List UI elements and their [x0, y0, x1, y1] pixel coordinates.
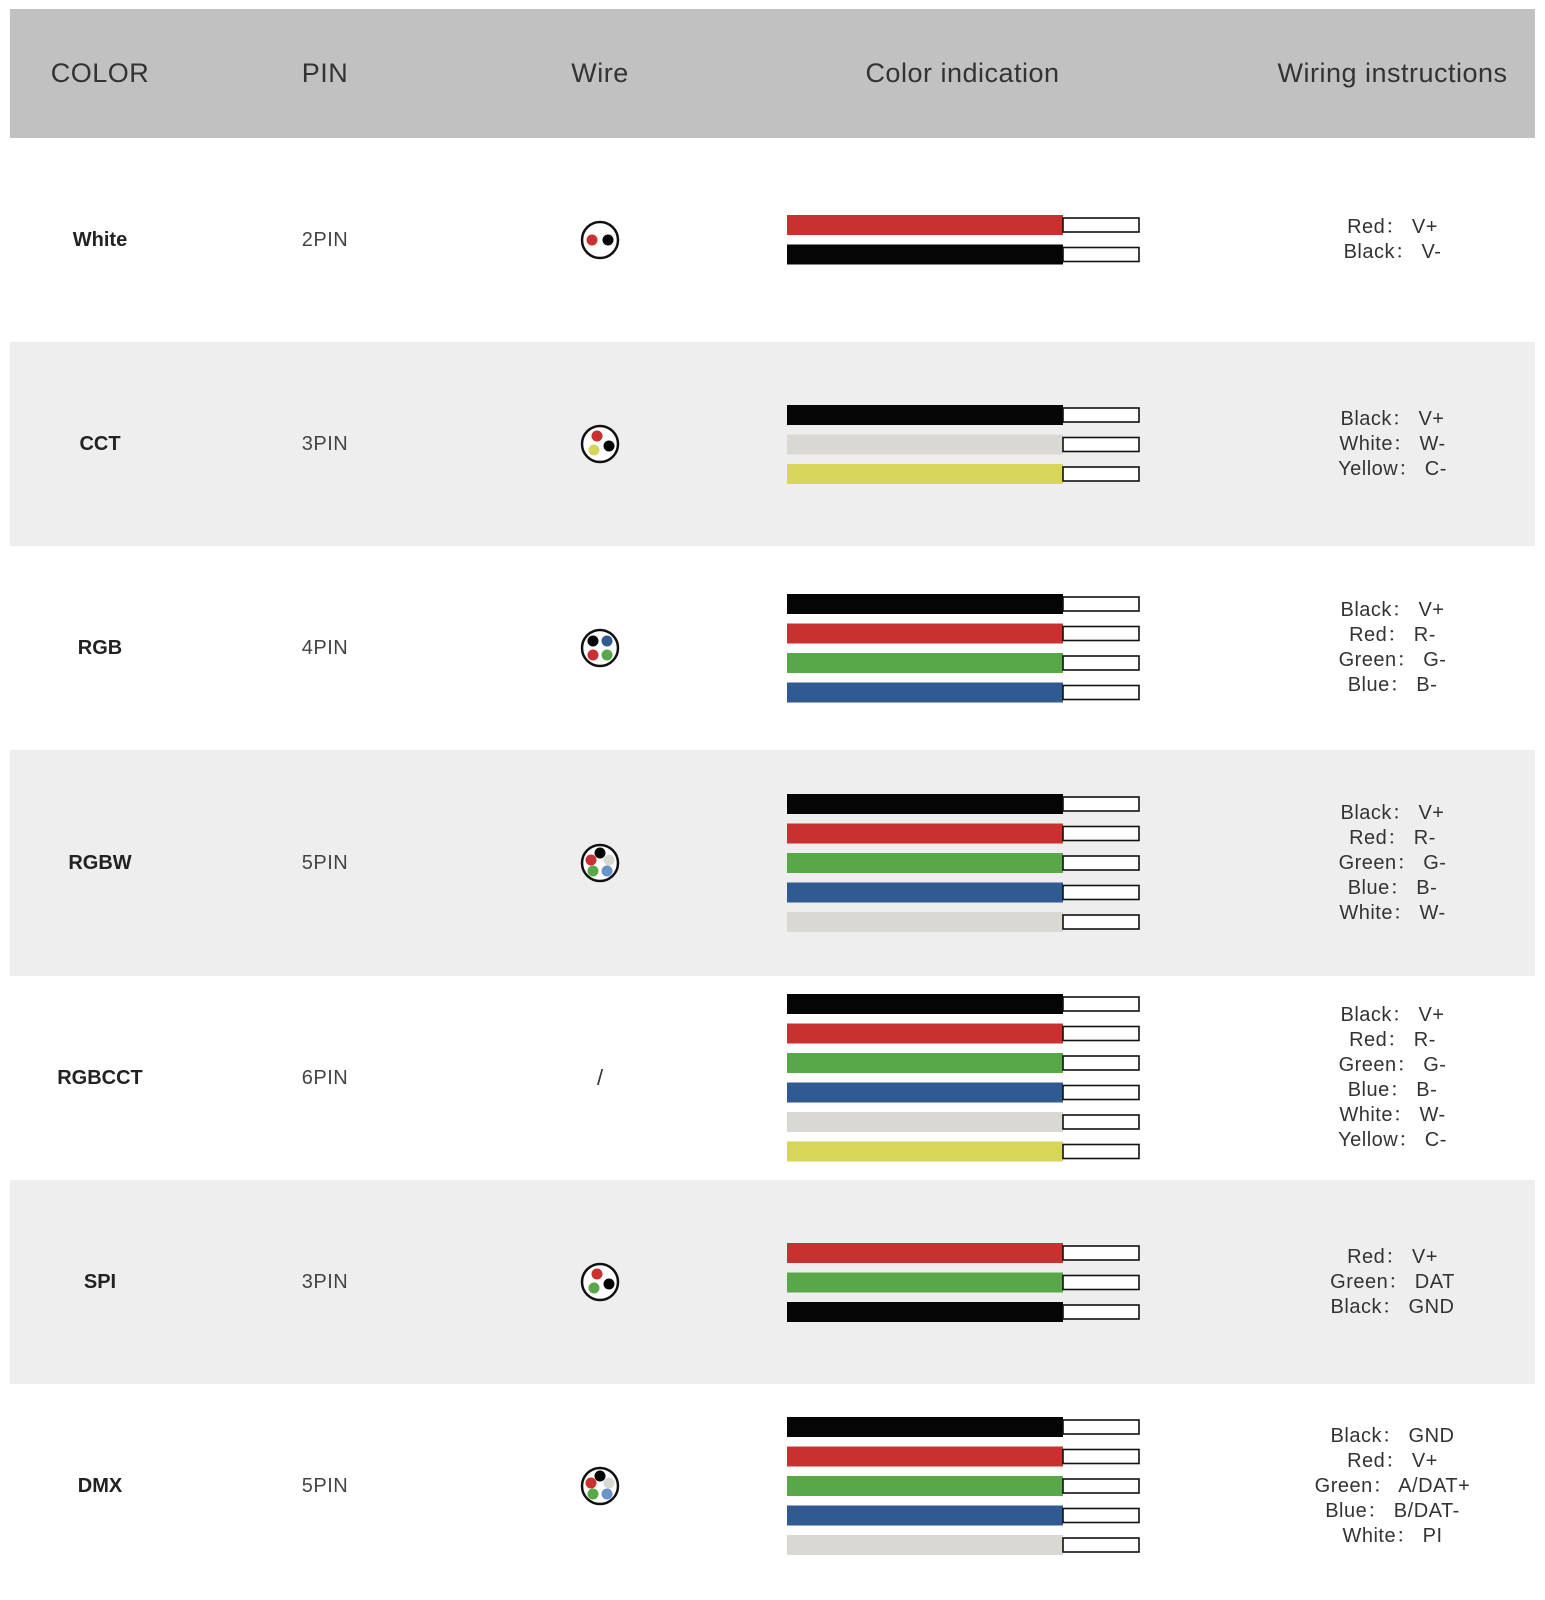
row-wiring-instructions	[1250, 1384, 1535, 1588]
row-wire-cell	[510, 546, 690, 750]
row-wire-cell	[510, 750, 690, 976]
instruction-line: Yellow： C-	[1338, 457, 1447, 480]
wire-insulation-blue	[787, 682, 1063, 702]
3-core-cable-icon	[578, 422, 622, 466]
wire-stripped-end	[1063, 1509, 1139, 1523]
wire-stripped-end	[1063, 1305, 1139, 1319]
core-dot	[588, 1489, 599, 1500]
row-wire-cell	[510, 1384, 690, 1588]
core-dot	[604, 855, 615, 866]
wire-insulation-white	[787, 1112, 1063, 1132]
wire-stripped-end	[1063, 1538, 1139, 1552]
header-pin: PIN	[301, 58, 349, 88]
wire-stripped-end	[1063, 1275, 1139, 1289]
core-dot	[589, 1283, 600, 1294]
wire-strip-diagram	[785, 403, 1141, 486]
row-color-indication	[780, 342, 1145, 546]
table-row	[10, 138, 1535, 342]
instruction-line: Black： GND	[1330, 1295, 1455, 1318]
table-row	[10, 546, 1535, 750]
wire-insulation-black	[787, 405, 1063, 425]
instruction-line: Black： V+	[1340, 407, 1445, 430]
wire-insulation-green	[787, 653, 1063, 673]
wire-stripped-end	[1063, 437, 1139, 451]
4-core-cable-icon	[578, 626, 622, 670]
row-color-indication	[780, 1384, 1145, 1588]
wire-insulation-red	[787, 1024, 1063, 1044]
5-core-cable-icon	[578, 1464, 622, 1508]
core-dot	[592, 431, 603, 442]
wire-stripped-end	[1063, 1115, 1139, 1129]
row-color-label: CCT	[79, 432, 121, 455]
row-pin-label: 5PIN	[301, 851, 349, 874]
instruction-line: Red： V+	[1347, 1245, 1438, 1268]
5-core-cable-icon	[578, 841, 622, 885]
row-color-indication	[780, 138, 1145, 342]
instruction-line: Red： R-	[1349, 826, 1436, 849]
core-dot	[588, 866, 599, 877]
instruction-line: Yellow： C-	[1338, 1129, 1447, 1151]
table-row	[10, 976, 1535, 1180]
instruction-line: White： W-	[1339, 901, 1446, 924]
row-color-indication	[780, 750, 1145, 976]
row-wiring-instructions	[1250, 1180, 1535, 1384]
core-dot	[595, 848, 606, 859]
core-dot	[604, 1279, 615, 1290]
row-color-indication	[780, 546, 1145, 750]
instruction-line: Blue： B-	[1347, 1079, 1438, 1101]
row-color-indication	[780, 1180, 1145, 1384]
wire-stripped-end	[1063, 1145, 1139, 1159]
core-dot	[603, 235, 614, 246]
wire-stripped-end	[1063, 1027, 1139, 1041]
table-row	[10, 750, 1535, 976]
core-dot	[588, 636, 599, 647]
row-wire-cell	[510, 342, 690, 546]
row-color-indication	[780, 976, 1145, 1180]
wire-insulation-green	[787, 1272, 1063, 1292]
wire-insulation-black	[787, 794, 1063, 814]
row-wire-cell	[510, 1180, 690, 1384]
row-wiring-instructions	[1250, 342, 1535, 546]
wire-stripped-end	[1063, 685, 1139, 699]
core-dot	[602, 650, 613, 661]
core-dot	[586, 1478, 597, 1489]
no-wire-marker: /	[596, 1065, 604, 1090]
wire-stripped-end	[1063, 626, 1139, 640]
wire-insulation-red	[787, 824, 1063, 844]
wire-insulation-yellow	[787, 464, 1063, 484]
header-color: COLOR	[50, 58, 150, 88]
wire-strip-diagram	[785, 213, 1141, 267]
wire-insulation-red	[787, 1243, 1063, 1263]
wire-strip-diagram	[785, 1241, 1141, 1324]
instruction-line: White： W-	[1339, 432, 1446, 455]
wire-insulation-red	[787, 623, 1063, 643]
wire-stripped-end	[1063, 597, 1139, 611]
instruction-line: Green： G-	[1338, 1054, 1447, 1076]
wire-insulation-red	[787, 215, 1063, 235]
wire-stripped-end	[1063, 1056, 1139, 1070]
wire-insulation-blue	[787, 883, 1063, 903]
row-color-label: SPI	[83, 1270, 117, 1293]
instruction-line: Green： DAT	[1330, 1270, 1455, 1293]
wire-insulation-black	[787, 994, 1063, 1014]
table-row	[10, 1384, 1535, 1588]
instruction-line: Blue： B-	[1347, 876, 1438, 899]
wire-insulation-white	[787, 912, 1063, 932]
table-body	[10, 138, 1535, 1588]
wire-stripped-end	[1063, 248, 1139, 262]
core-dot	[588, 650, 599, 661]
row-pin-label: 6PIN	[301, 1066, 349, 1089]
3-core-cable-icon	[578, 1260, 622, 1304]
wire-insulation-black	[787, 1417, 1063, 1437]
wire-insulation-white	[787, 1535, 1063, 1555]
row-pin-label: 4PIN	[301, 636, 349, 659]
wire-strip-diagram	[785, 1415, 1141, 1557]
row-pin-label: 2PIN	[301, 228, 349, 251]
header-wiring-instructions: Wiring instructions	[1277, 58, 1508, 88]
instruction-line: Black： V-	[1343, 241, 1442, 263]
core-dot	[604, 441, 615, 452]
row-pin-label: 3PIN	[301, 432, 349, 455]
wire-strip-diagram	[785, 792, 1141, 934]
row-wire-cell	[510, 976, 690, 1180]
wire-stripped-end	[1063, 218, 1139, 232]
core-dot	[586, 855, 597, 866]
header-color-indication: Color indication	[865, 58, 1060, 88]
wire-stripped-end	[1063, 915, 1139, 929]
wire-insulation-blue	[787, 1506, 1063, 1526]
row-color-label: DMX	[77, 1474, 123, 1497]
wire-strip-diagram	[785, 592, 1141, 705]
core-dot	[587, 235, 598, 246]
core-dot	[604, 1478, 615, 1489]
wire-stripped-end	[1063, 1479, 1139, 1493]
core-dot	[602, 1489, 613, 1500]
row-color-label: RGBCCT	[57, 1066, 143, 1089]
wire-stripped-end	[1063, 827, 1139, 841]
instruction-line: Red： V+	[1347, 1449, 1438, 1472]
wire-stripped-end	[1063, 656, 1139, 670]
instruction-line: Blue： B-	[1347, 674, 1438, 696]
wire-insulation-black	[787, 1302, 1063, 1322]
instruction-line: Black： V+	[1340, 1004, 1445, 1026]
core-dot	[602, 866, 613, 877]
wire-stripped-end	[1063, 856, 1139, 870]
2-core-cable-icon	[578, 218, 622, 262]
row-color-label: RGB	[77, 636, 123, 659]
instruction-line: White： PI	[1342, 1524, 1443, 1547]
instruction-line: Red： R-	[1349, 624, 1436, 646]
core-dot	[592, 1269, 603, 1280]
wire-insulation-black	[787, 594, 1063, 614]
wire-strip-diagram	[785, 992, 1141, 1164]
wire-stripped-end	[1063, 467, 1139, 481]
row-color-label: White	[72, 228, 128, 251]
core-dot	[589, 445, 600, 456]
instruction-line: White： W-	[1339, 1104, 1446, 1126]
table-row	[10, 1180, 1535, 1384]
table-row	[10, 342, 1535, 546]
row-wiring-instructions	[1250, 138, 1535, 342]
wire-insulation-green	[787, 853, 1063, 873]
row-wiring-instructions	[1250, 750, 1535, 976]
wire-insulation-blue	[787, 1083, 1063, 1103]
wire-stripped-end	[1063, 1420, 1139, 1434]
instruction-line: Black： V+	[1340, 599, 1445, 621]
wire-insulation-green	[787, 1053, 1063, 1073]
wire-stripped-end	[1063, 408, 1139, 422]
instruction-line: Black： GND	[1330, 1424, 1455, 1447]
instruction-line: Blue： B/DAT-	[1325, 1499, 1460, 1522]
wire-insulation-yellow	[787, 1142, 1063, 1162]
wire-insulation-black	[787, 245, 1063, 265]
wiring-table	[10, 9, 1535, 1588]
instruction-line: Green： G-	[1338, 649, 1447, 671]
instruction-line: Green： G-	[1338, 851, 1447, 874]
row-pin-label: 5PIN	[301, 1474, 349, 1497]
row-wire-cell	[510, 138, 690, 342]
wire-stripped-end	[1063, 797, 1139, 811]
core-dot	[595, 1471, 606, 1482]
instruction-line: Red： V+	[1347, 216, 1438, 238]
row-wiring-instructions	[1250, 546, 1535, 750]
wire-stripped-end	[1063, 1450, 1139, 1464]
table-header	[10, 9, 1535, 138]
row-wiring-instructions	[1250, 976, 1535, 1180]
row-color-label: RGBW	[68, 851, 132, 874]
core-dot	[602, 636, 613, 647]
header-wire: Wire	[571, 58, 629, 88]
wire-stripped-end	[1063, 997, 1139, 1011]
wire-insulation-white	[787, 434, 1063, 454]
wire-insulation-green	[787, 1476, 1063, 1496]
wire-insulation-red	[787, 1447, 1063, 1467]
instruction-line: Black： V+	[1340, 801, 1445, 824]
wire-stripped-end	[1063, 1086, 1139, 1100]
wire-stripped-end	[1063, 1246, 1139, 1260]
instruction-line: Green： A/DAT+	[1314, 1474, 1471, 1497]
instruction-line: Red： R-	[1349, 1029, 1436, 1051]
wire-stripped-end	[1063, 886, 1139, 900]
row-pin-label: 3PIN	[301, 1270, 349, 1293]
